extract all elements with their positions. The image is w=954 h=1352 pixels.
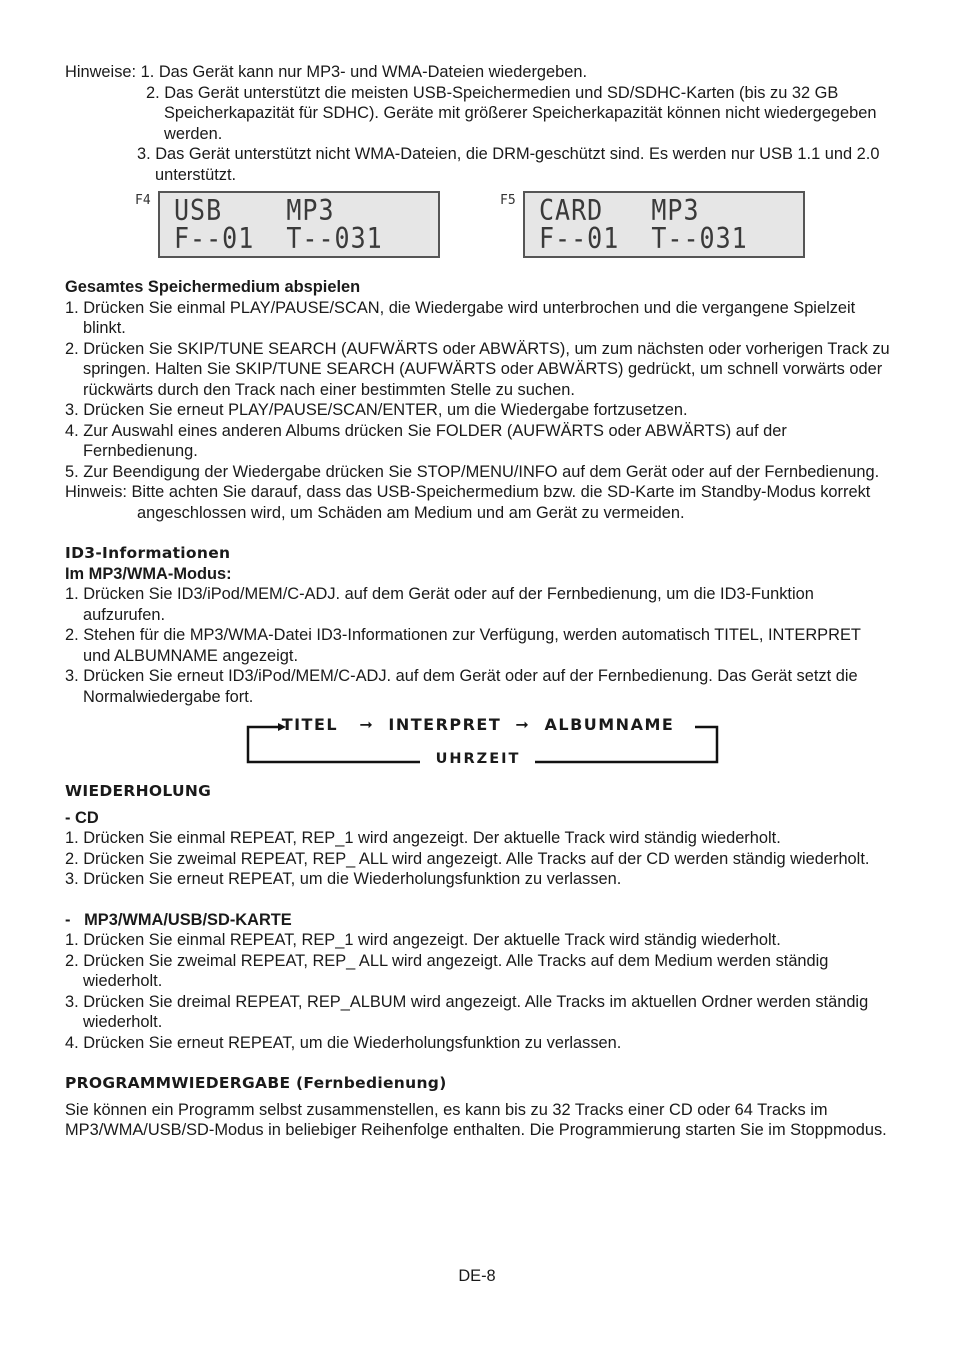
arrow-right-icon: ➞	[508, 715, 538, 734]
lcd-display	[523, 191, 805, 258]
flow-step-albumname: ALBUMNAME	[544, 715, 675, 734]
notes-block	[65, 62, 891, 185]
step-item: 1. Drücken Sie ID3/iPod/MEM/C-ADJ. auf dem Gerät oder auf der Fernbedienung, um die ID3-Funktion aufzurufen.	[65, 585, 814, 624]
notes-label: Hinweise:	[65, 63, 137, 81]
step-item: 5. Zur Beendigung der Wiedergabe drücken Sie STOP/MENU/INFO auf dem Gerät oder auf der Fernbedienung.	[65, 462, 880, 481]
note-item: 2. Das Gerät unterstützt die meisten USB-Speichermedien und SD/SDHC-Karten (bis zu 32 GB Speicherkapazität für SDHC). Geräte mit größerer Speicherkapazität können nicht wiedergegeben werden.	[146, 83, 877, 143]
step-item: 3. Drücken Sie erneut REPEAT, um die Wiederholungsfunktion zu verlassen.	[65, 870, 622, 888]
repeat-cd-heading: - CD	[65, 808, 99, 827]
lcd-line-2: F--01 T--031	[174, 221, 383, 256]
note-item: 3. Das Gerät unterstützt nicht WMA-Dateien, die DRM-geschützt sind. Es werden nur USB 1.1 und 2.0 unterstützt.	[137, 145, 880, 184]
program-text: Sie können ein Programm selbst zusammenstellen, es kann bis zu 32 Tracks einer CD oder 64 Tracks im MP3/WMA/USB/SD-Modus in beliebiger Reihenfolge enthalten. Die Programmierung starten Sie im Stoppmodus.	[65, 1100, 887, 1139]
step-item: 1. Drücken Sie einmal REPEAT, REP_1 wird angezeigt. Der aktuelle Track wird ständig wiederholt.	[65, 931, 781, 949]
display-illustrations	[65, 185, 891, 277]
note-item	[65, 62, 891, 83]
lcd-line-1: CARD MP3	[539, 193, 700, 228]
step-item: 2. Drücken Sie zweimal REPEAT, REP_ ALL wird angezeigt. Alle Tracks auf dem Medium werden ständig wiederholt.	[65, 951, 829, 990]
id3-flow-diagram	[65, 715, 891, 781]
page-number: DE-8	[458, 1267, 496, 1285]
figure-tag: F4	[135, 193, 151, 208]
note-text: 1. Das Gerät kann nur MP3- und WMA-Dateien wiedergeben.	[140, 63, 588, 81]
manual-page	[65, 62, 891, 1141]
figure-tag: F5	[500, 193, 516, 208]
id3-subheading: Im MP3/WMA-Modus:	[65, 564, 232, 583]
step-item: 3. Drücken Sie erneut PLAY/PAUSE/SCAN/ENTER, um die Wiedergabe fortzusetzen.	[65, 401, 688, 419]
flow-top-row	[65, 715, 891, 736]
step-item: 4. Drücken Sie erneut REPEAT, um die Wiederholungsfunktion zu verlassen.	[65, 1033, 622, 1052]
section-heading-id3: ID3-Informationen	[65, 544, 231, 562]
step-item: 1. Drücken Sie einmal REPEAT, REP_1 wird angezeigt. Der aktuelle Track wird ständig wiederholt.	[65, 829, 781, 847]
step-item: 3. Drücken Sie dreimal REPEAT, REP_ALBUM wird angezeigt. Alle Tracks im aktuellen Ordner werden ständig wiederholt.	[65, 992, 869, 1031]
section-heading-play-all: Gesamtes Speichermedium abspielen	[65, 278, 361, 296]
flow-step-titel: TITEL	[281, 715, 339, 734]
lcd-line-2: F--01 T--031	[539, 221, 748, 256]
step-item: 2. Drücken Sie SKIP/TUNE SEARCH (AUFWÄRTS oder ABWÄRTS), um zum nächsten oder vorherigen Track zu springen. Halten Sie SKIP/TUNE SEARCH (AUFWÄRTS oder ABWÄRTS) gedrückt, um schnell vorwärts oder rückwärts durch den Track nach einer bestimmten Stelle zu suchen.	[65, 339, 890, 399]
step-item: 2. Drücken Sie zweimal REPEAT, REP_ ALL wird angezeigt. Alle Tracks auf der CD werden ständig wiederholt.	[65, 849, 870, 868]
lcd-line-1: USB MP3	[174, 193, 335, 228]
flow-step-interpret: INTERPRET	[388, 715, 502, 734]
section-heading-repeat: WIEDERHOLUNG	[65, 782, 212, 800]
section-heading-program: PROGRAMMWIEDERGABE (Fernbedienung)	[65, 1074, 447, 1092]
arrow-right-icon: ➞	[345, 715, 382, 734]
repeat-media-heading: - MP3/WMA/USB/SD-KARTE	[65, 910, 292, 929]
step-item: 4. Zur Auswahl eines anderen Albums drücken Sie FOLDER (AUFWÄRTS oder ABWÄRTS) auf der Fernbedienung.	[65, 421, 787, 460]
flow-step-uhrzeit: UHRZEIT	[435, 751, 521, 767]
play-all-note: Hinweis: Bitte achten Sie darauf, dass das USB-Speichermedium bzw. die SD-Karte im Standby-Modus korrekt angeschlossen wird, um Schäden am Medium und am Gerät zu vermeiden.	[65, 483, 871, 522]
flow-bottom-row	[65, 749, 891, 770]
step-item: 2. Stehen für die MP3/WMA-Datei ID3-Informationen zur Verfügung, werden automatisch TITEL, INTERPRET und ALBUMNAME angezeigt.	[65, 626, 861, 665]
step-item: 1. Drücken Sie einmal PLAY/PAUSE/SCAN, die Wiedergabe wird unterbrochen und die vergangene Spielzeit blinkt.	[65, 298, 856, 337]
step-item: 3. Drücken Sie erneut ID3/iPod/MEM/C-ADJ. auf dem Gerät oder auf der Fernbedienung. Das Gerät setzt die Normalwiedergabe fort.	[65, 667, 858, 706]
lcd-display	[158, 191, 440, 258]
